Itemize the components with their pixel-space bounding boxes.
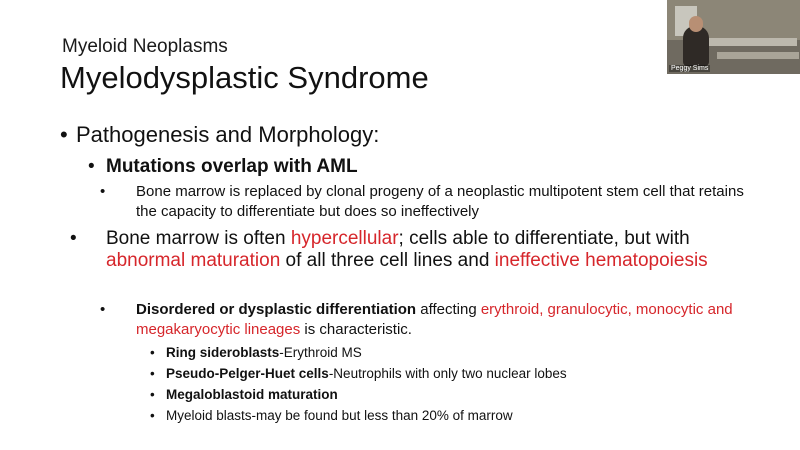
bullet-text: Bone marrow is often: [106, 228, 291, 249]
bullet-level4: [150, 408, 513, 423]
bullet-dot-icon: •: [150, 408, 155, 423]
bullet-level4: [150, 345, 362, 360]
bold-text: Ring sideroblasts: [166, 345, 280, 360]
bullet-level3: [100, 182, 748, 222]
bullet-text: Myeloid blasts-may be found but less than 20% of marrow: [166, 408, 513, 423]
bullet-text: is characteristic.: [300, 321, 412, 338]
bullet-line: [100, 182, 748, 222]
bullet-text: ; cells able to differentiate, but with: [398, 228, 690, 249]
bullet-text: Bone marrow is replaced by clonal progeny of a neoplastic multipotent stem cell that retains the capacity to differentiate but does so ineffectively: [136, 183, 744, 220]
video-desk: [707, 38, 797, 46]
bullet-line: [100, 300, 758, 340]
highlight-text: ineffective hematopoiesis: [494, 250, 708, 271]
video-desk: [717, 52, 799, 59]
video-person: [683, 26, 709, 66]
bullet-dot-icon: •: [100, 301, 106, 318]
bullet-text: -Erythroid MS: [279, 345, 362, 360]
participant-video-thumbnail[interactable]: [667, 0, 800, 74]
highlight-text: abnormal maturation: [106, 250, 281, 271]
bullet-text: of all three cell lines and: [280, 250, 495, 271]
bullet-dot-icon: •: [150, 345, 155, 360]
bullet-dot-icon: •: [150, 387, 155, 402]
bullet-dot-icon: •: [70, 228, 77, 249]
bullet-text: affecting: [416, 301, 481, 318]
bold-text: Pseudo-Pelger-Huet cells: [166, 366, 329, 381]
bullet-dot-icon: •: [60, 122, 68, 147]
bullet-level4: [150, 387, 338, 402]
bold-text: Disordered or dysplastic differentiation: [136, 301, 417, 318]
bullet-text: -Neutrophils with only two nuclear lobes: [328, 366, 567, 381]
bullet-line: [70, 228, 728, 272]
bullet-level4: [150, 366, 567, 381]
bullet-text: Mutations overlap with AML: [106, 156, 358, 177]
bullet-level2: [70, 228, 728, 272]
bullet-dot-icon: •: [88, 156, 95, 177]
bullet-text: Pathogenesis and Morphology:: [76, 122, 380, 147]
bullet-level1: [60, 122, 379, 148]
slide-subtitle: Myeloid Neoplasms: [62, 36, 228, 57]
video-person-head: [689, 16, 703, 32]
bullet-level3: [100, 300, 758, 340]
bullet-level2: [88, 156, 358, 178]
highlight-text: erythroid, granulocytic, monocytic and megakaryocytic lineages: [136, 301, 733, 338]
slide-title: Myelodysplastic Syndrome: [60, 60, 429, 95]
bullet-dot-icon: •: [100, 183, 106, 200]
highlight-text: hypercellular: [290, 228, 399, 249]
participant-name-label: Peggy Sims: [671, 65, 709, 72]
bullet-dot-icon: •: [150, 366, 155, 381]
bold-text: Megaloblastoid maturation: [166, 387, 338, 402]
